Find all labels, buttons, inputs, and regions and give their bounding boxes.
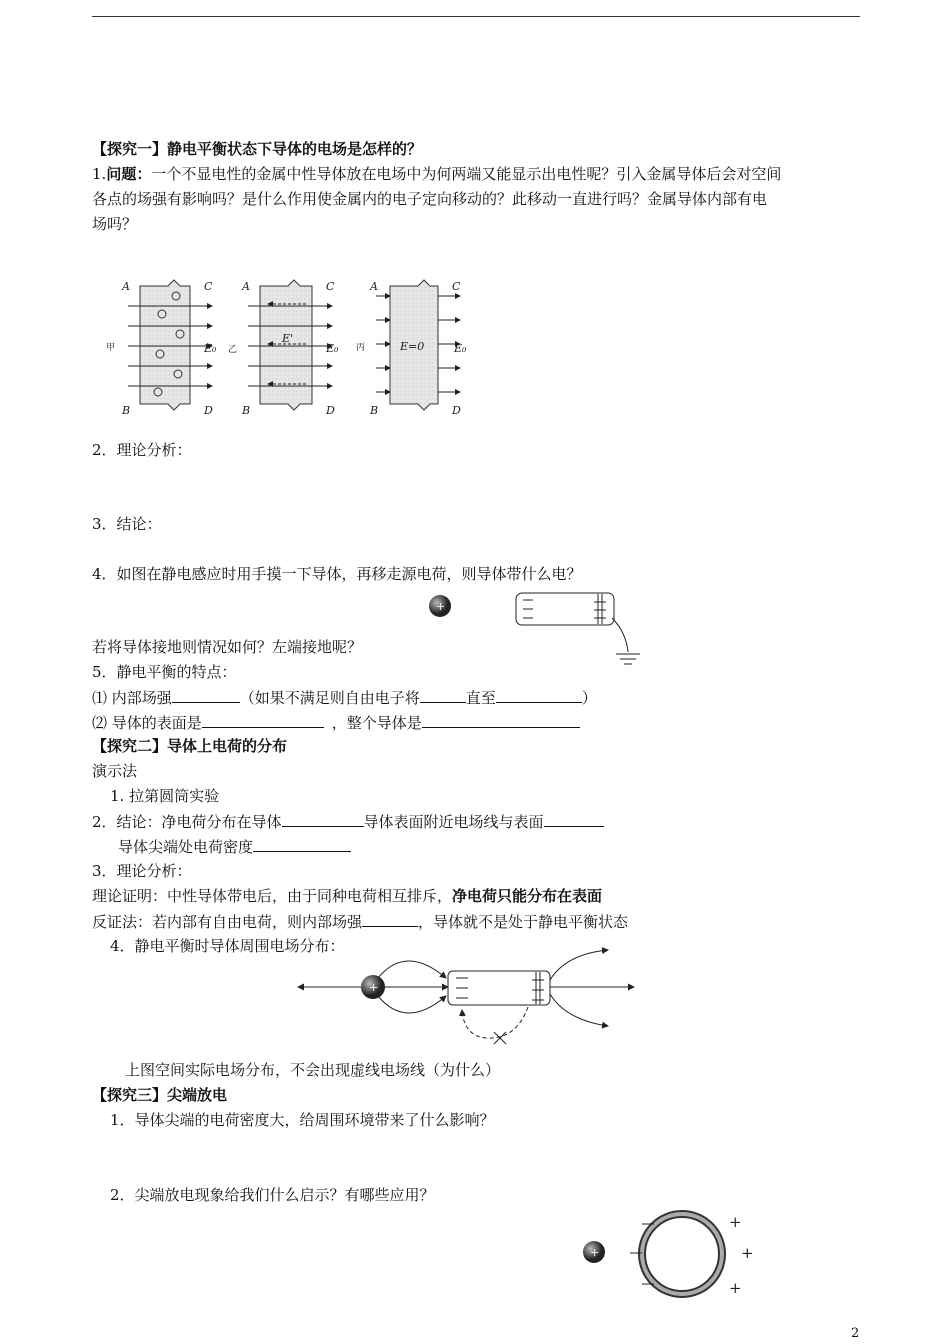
- svg-text:A: A: [242, 280, 250, 293]
- svg-text:C: C: [326, 280, 335, 293]
- page-number: 2: [851, 1326, 860, 1341]
- s1-q2: 2．理论分析：: [92, 441, 192, 459]
- svg-text:E₀: E₀: [454, 342, 467, 355]
- svg-text:D: D: [452, 404, 461, 417]
- s2-proof: 理论证明：中性导体带电后，由于同种电荷相互排斥，净电荷只能分布在表面: [92, 887, 603, 905]
- ground-wire: [612, 618, 628, 652]
- s1-q4-after: 若将导体接地则情况如何？左端接地呢？: [92, 638, 363, 656]
- s2-field: 4．静电平衡时导体周围电场分布：: [110, 937, 345, 955]
- field-distribution-figure: [296, 950, 641, 1050]
- s1-heading: 【探究一】静电平衡状态下导体的电场是怎样的？: [92, 140, 423, 158]
- svg-text:D: D: [204, 404, 213, 417]
- svg-text:+: +: [729, 1213, 742, 1231]
- s3-q2: 2．尖端放电现象给我们什么启示？有哪些应用？: [110, 1186, 435, 1204]
- s2-demo: 演示法: [92, 762, 138, 780]
- svg-text:B: B: [122, 404, 131, 417]
- s2-caption: 上图空间实际电场分布，不会出现虚线电场线（为什么）: [125, 1061, 501, 1079]
- svg-text:E=0: E=0: [400, 340, 425, 353]
- s3-q1: 1．导体尖端的电荷密度大，给周围环境带来了什么影响？: [110, 1111, 495, 1129]
- grounding-figure: [420, 588, 650, 668]
- s1-q1-line1: 1.问题：一个不显电性的金属中性导体放在电场中为何两端又能显示出电性呢？引入金属导体后会对空间: [92, 165, 782, 183]
- svg-text:E₀: E₀: [204, 342, 217, 355]
- conductor-figure: [100, 274, 480, 424]
- svg-text:+: +: [436, 600, 446, 613]
- s2-theory: 3．理论分析：: [92, 862, 192, 880]
- svg-text:C: C: [452, 280, 461, 293]
- ring-conductor-figure: [578, 1208, 758, 1304]
- panel-jia: [106, 280, 217, 417]
- s3-heading: 【探究三】尖端放电: [92, 1086, 228, 1104]
- svg-text:B: B: [242, 404, 251, 417]
- svg-text:甲: 甲: [106, 343, 116, 353]
- panel-yi: [228, 280, 339, 417]
- svg-text:+: +: [590, 1246, 600, 1259]
- s1-q1-line3: 场吗？: [92, 215, 138, 233]
- s2-heading: 【探究二】导体上电荷的分布: [92, 737, 288, 755]
- svg-text:E': E': [282, 332, 294, 345]
- svg-text:D: D: [326, 404, 335, 417]
- svg-text:+: +: [729, 1279, 742, 1297]
- s2-counter: 反证法：若内部有自由电荷，则内部场强 ，导体就不是处于静电平衡状态: [92, 913, 629, 931]
- svg-text:E₀: E₀: [326, 342, 339, 355]
- s2-exp: 1. 拉第圆筒实验: [110, 787, 220, 805]
- s1-q5-2: ⑵ 导体的表面是 ，整个导体是: [92, 712, 580, 733]
- svg-text:B: B: [370, 404, 379, 417]
- svg-text:丙: 丙: [356, 343, 366, 353]
- panel-bing: [356, 280, 467, 417]
- s1-q4: 4．如图在静电感应时用手摸一下导体，再移走源电荷，则导体带什么电？: [92, 565, 582, 583]
- s2-tip: 导体尖端处电荷密度: [118, 836, 351, 857]
- s1-q5: 5．静电平衡的特点：: [92, 663, 237, 681]
- svg-text:A: A: [122, 280, 130, 293]
- svg-text:A: A: [370, 280, 378, 293]
- svg-text:+: +: [741, 1244, 754, 1262]
- svg-text:乙: 乙: [228, 345, 238, 355]
- header-rule: [92, 16, 860, 17]
- s2-conc: 2．结论：净电荷分布在导体 导体表面附近电场线与表面: [92, 811, 604, 832]
- s1-q1-line2: 各点的场强有影响吗？是什么作用使金属内的电子定向移动的？此移动一直进行吗？金属导体内部有电: [92, 190, 768, 208]
- svg-text:C: C: [204, 280, 213, 293]
- s1-q5-1: ⑴ 内部场强 （如果不满足则自由电子将 直至 ）: [92, 689, 597, 707]
- svg-text:+: +: [369, 981, 379, 994]
- s1-q3: 3．结论：: [92, 515, 162, 533]
